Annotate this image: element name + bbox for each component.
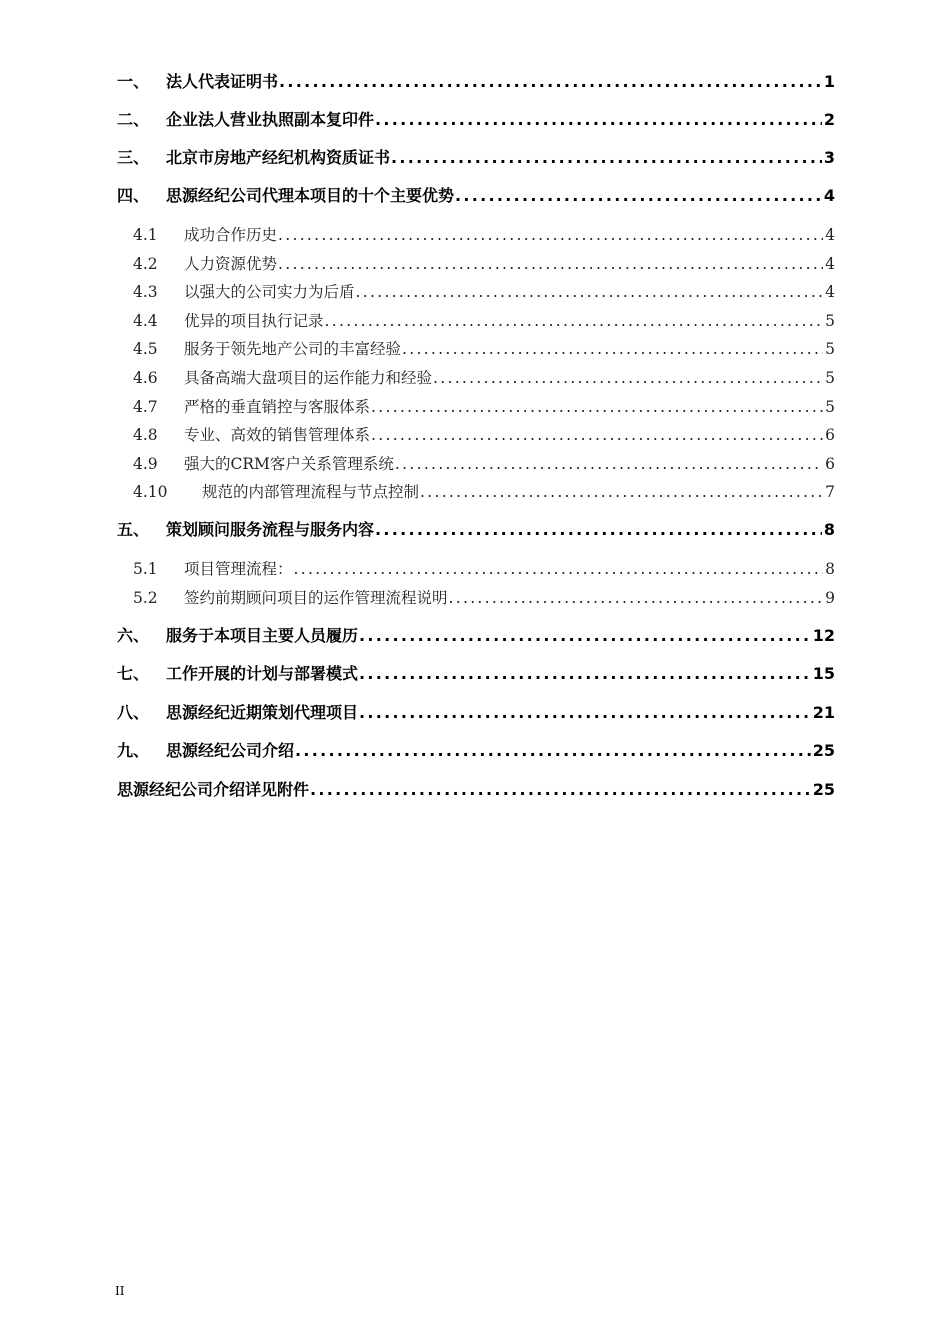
toc-entry-5-2[interactable] <box>133 591 835 607</box>
toc-entry-page: 5 <box>825 398 835 416</box>
toc-entry-number: 4.8 <box>133 426 158 444</box>
toc-entry-3[interactable] <box>117 150 835 166</box>
toc-leader-dots <box>359 705 811 721</box>
toc-entry-4-9[interactable] <box>133 457 835 473</box>
toc-entry-number: 4.6 <box>133 369 158 387</box>
toc-entry-title: 北京市房地产经纪机构资质证书 <box>166 148 391 167</box>
toc-leader-dots <box>356 285 824 301</box>
toc-entry-9[interactable] <box>117 743 835 759</box>
toc-entry-title: 严格的垂直销控与客服体系 <box>184 398 371 416</box>
toc-leader-dots <box>279 74 822 90</box>
toc-leader-dots <box>375 112 822 128</box>
toc-entry-4-8[interactable] <box>133 428 835 444</box>
toc-entry-page: 25 <box>812 780 835 799</box>
toc-entry-4[interactable] <box>117 188 835 204</box>
toc-entry-page: 15 <box>812 664 835 683</box>
toc-entry-page: 12 <box>812 626 835 645</box>
toc-entry-page: 7 <box>825 483 835 501</box>
toc-leader-dots <box>294 562 824 578</box>
toc-entry-page: 4 <box>825 255 835 273</box>
toc-entry-page: 5 <box>825 340 835 358</box>
toc-entry-title: 策划顾问服务流程与服务内容 <box>166 520 375 539</box>
toc-entry-number: 4.7 <box>133 398 158 416</box>
toc-entry-page: 2 <box>823 110 835 129</box>
toc-entry-number: 六、 <box>117 626 150 645</box>
toc-entry-page: 9 <box>825 589 835 607</box>
toc-entry-page: 8 <box>825 560 835 578</box>
toc-entry-5[interactable] <box>117 522 835 538</box>
toc-entry-page: 6 <box>825 426 835 444</box>
toc-leader-dots <box>325 314 824 330</box>
toc-entry-page: 21 <box>812 703 835 722</box>
toc-entry-title: 签约前期顾问项目的运作管理流程说明 <box>184 589 448 607</box>
toc-entry-number: 五、 <box>117 520 150 539</box>
toc-entry-4-10[interactable] <box>133 485 835 501</box>
toc-entry-page: 4 <box>825 283 835 301</box>
toc-entry-title: 思源经纪公司代理本项目的十个主要优势 <box>166 186 455 205</box>
toc-entry-title: 具备高端大盘项目的运作能力和经验 <box>184 369 433 387</box>
toc-entry-page: 5 <box>825 369 835 387</box>
toc-entry-title: 法人代表证明书 <box>166 72 279 91</box>
toc-entry-page: 3 <box>823 148 835 167</box>
toc-entry-title: 服务于领先地产公司的丰富经验 <box>184 340 402 358</box>
toc-entry-4-7[interactable] <box>133 400 835 416</box>
toc-leader-dots <box>433 371 823 387</box>
toc-entry-title: 规范的内部管理流程与节点控制 <box>202 483 420 501</box>
toc-entry-title: 工作开展的计划与部署模式 <box>166 664 359 683</box>
toc-entry-number: 5.1 <box>133 560 158 578</box>
toc-entry-number: 4.5 <box>133 340 158 358</box>
toc-entry-page: 4 <box>825 226 835 244</box>
toc-entry-page: 5 <box>825 312 835 330</box>
toc-entry-title: 思源经纪公司介绍 <box>166 741 295 760</box>
toc-entry-4-5[interactable] <box>133 342 835 358</box>
toc-entry-page: 25 <box>812 741 835 760</box>
toc-leader-dots <box>359 628 811 644</box>
toc-leader-dots <box>371 428 823 444</box>
toc-entry-title: 思源经纪公司介绍详见附件 <box>117 780 310 799</box>
toc-entry-title: 成功合作历史 <box>184 226 278 244</box>
toc-entry-number: 4.3 <box>133 283 158 301</box>
toc-leader-dots <box>371 400 823 416</box>
toc-entry-title: 以强大的公司实力为后盾 <box>184 283 355 301</box>
toc-entry-title: 思源经纪近期策划代理项目 <box>166 703 359 722</box>
toc-entry-8[interactable] <box>117 705 835 721</box>
toc-entry-appendix[interactable] <box>117 782 835 798</box>
toc-entry-page: 1 <box>823 72 835 91</box>
toc-entry-number: 5.2 <box>133 589 158 607</box>
toc-leader-dots <box>455 188 822 204</box>
toc-leader-dots <box>278 257 823 273</box>
toc-entry-4-2[interactable] <box>133 257 835 273</box>
toc-entry-number: 七、 <box>117 664 150 683</box>
toc-entry-page: 6 <box>825 455 835 473</box>
toc-leader-dots <box>359 666 811 682</box>
footer-page-number: II <box>115 1284 125 1298</box>
toc-leader-dots <box>391 150 822 166</box>
toc-entry-title: 服务于本项目主要人员履历 <box>166 626 359 645</box>
toc-entry-title: 项目管理流程： <box>184 560 293 578</box>
toc-entry-number: 三、 <box>117 148 150 167</box>
toc-entry-4-1[interactable] <box>133 228 835 244</box>
toc-leader-dots <box>449 591 824 607</box>
toc-leader-dots <box>295 743 811 759</box>
toc-entry-4-4[interactable] <box>133 314 835 330</box>
toc-entry-title: 专业、高效的销售管理体系 <box>184 426 371 444</box>
toc-leader-dots <box>278 228 823 244</box>
toc-entry-2[interactable] <box>117 112 835 128</box>
toc-entry-page: 8 <box>823 520 835 539</box>
toc-leader-dots <box>375 522 822 538</box>
toc-entry-number: 4.9 <box>133 455 158 473</box>
toc-entry-6[interactable] <box>117 628 835 644</box>
toc-entry-4-6[interactable] <box>133 371 835 387</box>
toc-entry-title: 人力资源优势 <box>184 255 278 273</box>
toc-entry-number: 4.1 <box>133 226 158 244</box>
toc-entry-number: 八、 <box>117 703 150 722</box>
toc-entry-number: 一、 <box>117 72 150 91</box>
toc-entry-page: 4 <box>823 186 835 205</box>
toc-entry-number: 4.4 <box>133 312 158 330</box>
toc-leader-dots <box>402 342 823 358</box>
toc-entry-number: 4.2 <box>133 255 158 273</box>
toc-entry-number: 九、 <box>117 741 150 760</box>
toc-entry-title: 企业法人营业执照副本复印件 <box>166 110 375 129</box>
toc-entry-1[interactable] <box>117 74 835 90</box>
toc-entry-number: 4.10 <box>133 483 168 501</box>
toc-entry-7[interactable] <box>117 666 835 682</box>
toc-entry-4-3[interactable] <box>133 285 835 301</box>
toc-entry-number: 四、 <box>117 186 150 205</box>
toc-leader-dots <box>420 485 823 501</box>
toc-entry-5-1[interactable] <box>133 562 835 578</box>
toc-entry-title: 强大的CRM客户关系管理系统 <box>184 455 394 473</box>
toc-leader-dots <box>310 782 811 798</box>
toc-leader-dots <box>395 457 823 473</box>
toc-entry-number: 二、 <box>117 110 150 129</box>
toc-entry-title: 优异的项目执行记录 <box>184 312 324 330</box>
